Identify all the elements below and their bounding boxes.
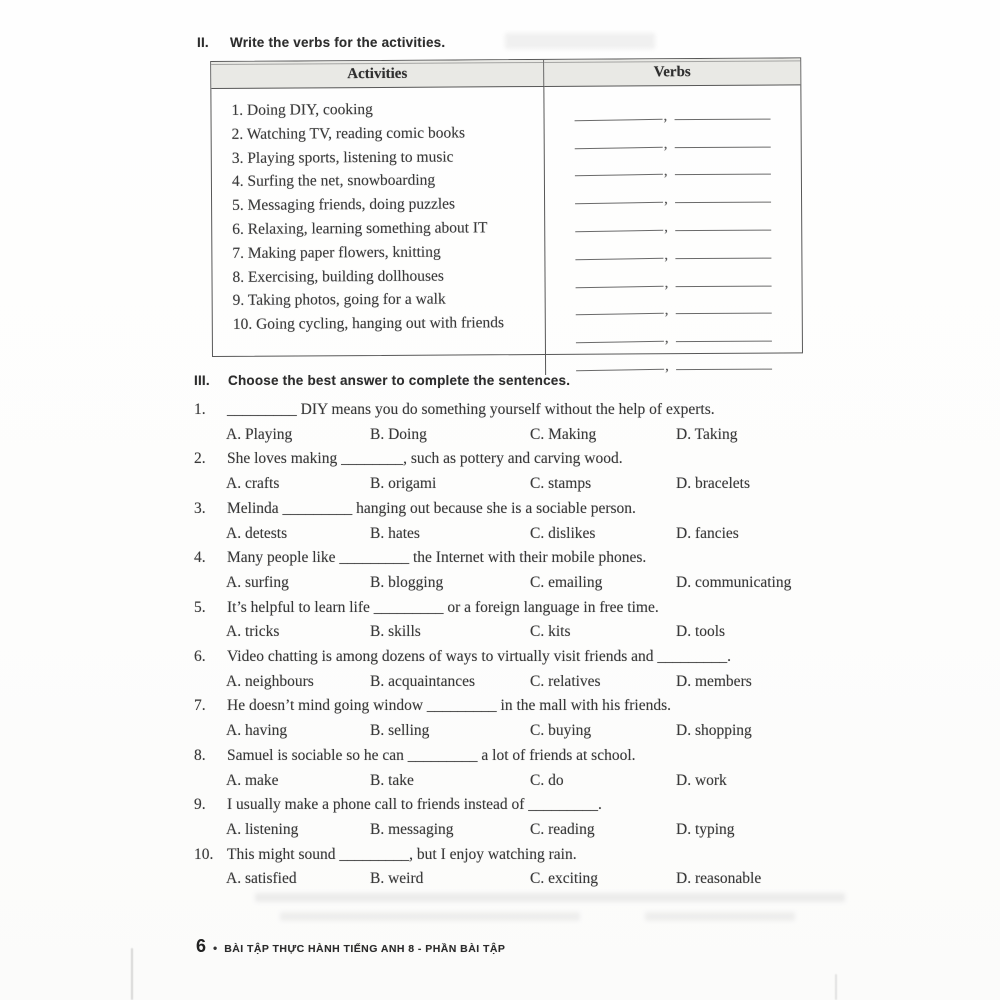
answer-option: D. bracelets (676, 475, 751, 493)
section-2-numeral: II. (197, 35, 209, 50)
answer-blank-line (576, 285, 664, 287)
answer-option: D. Taking (676, 425, 738, 443)
table-header-activities: Activities (211, 60, 544, 89)
answer-option: A. neighbours (226, 672, 314, 690)
question-options (194, 670, 846, 695)
activity-row: 9. Taking photos, going for a walk (232, 290, 446, 310)
answer-blank-line (675, 230, 771, 232)
answer-blank-line (675, 285, 771, 287)
verb-answer-row (546, 346, 802, 375)
answer-option: C. emailing (530, 573, 603, 591)
blank-separator-comma: , (663, 163, 668, 180)
answer-blank-line (675, 174, 771, 176)
verb-answer-row (545, 151, 801, 180)
answer-option: A. Playing (226, 425, 293, 443)
question-line (194, 398, 846, 423)
answer-option: B. Doing (370, 425, 427, 443)
question-options (194, 818, 846, 843)
scan-edge-line (131, 948, 133, 1000)
verb-answer-row (545, 234, 801, 263)
scan-edge-line (835, 974, 837, 1000)
blank-separator-comma: , (664, 274, 669, 291)
answer-option: B. acquaintances (370, 672, 476, 690)
answer-blank-line (575, 146, 663, 148)
blank-separator-comma: , (663, 108, 668, 125)
answer-option: A. having (226, 722, 288, 740)
answer-blank-line (575, 202, 663, 204)
page-number: 6 (196, 936, 207, 956)
answer-option: C. buying (530, 722, 592, 740)
activity-row: 3. Playing sports, listening to music (231, 148, 454, 167)
question-options (194, 522, 846, 547)
verb-answer-row (546, 318, 802, 347)
question-options (194, 719, 846, 744)
answer-option: A. tricks (226, 623, 280, 641)
section-3-instruction: Choose the best answer to complete the sentences. (228, 373, 571, 388)
question-text: Samuel is sociable so he can _________ a lot of friends at school. (227, 746, 636, 764)
question-text: I usually make a phone call to friends instead of _________. (227, 796, 602, 814)
question-line (194, 596, 846, 621)
verb-answer-row (545, 123, 801, 152)
question-options (194, 769, 846, 794)
question-block (194, 546, 846, 595)
answer-option: C. relatives (530, 672, 601, 690)
verb-answer-row (545, 179, 801, 208)
question-text: This might sound _________, but I enjoy watching rain. (227, 845, 577, 863)
answer-option: D. fancies (676, 524, 739, 542)
question-number: 3. (194, 499, 206, 517)
answer-blank-line (675, 202, 771, 204)
answer-option: C. exciting (530, 870, 599, 888)
question-number: 5. (194, 598, 206, 616)
question-line (194, 793, 846, 818)
question-number: 2. (194, 450, 206, 468)
blank-separator-comma: , (664, 219, 669, 236)
answer-option: B. origami (370, 475, 437, 493)
answer-option: C. reading (530, 820, 595, 838)
blank-separator-comma: , (664, 302, 669, 319)
answer-option: D. members (676, 672, 752, 690)
question-number: 4. (194, 549, 206, 567)
answer-option: C. dislikes (530, 524, 596, 542)
answer-blank-line (675, 313, 771, 315)
section-3-numeral: III. (194, 373, 210, 388)
answer-blank-line (676, 369, 772, 371)
verbs-column (544, 85, 802, 375)
answer-option: D. tools (676, 623, 726, 641)
blank-separator-comma: , (665, 358, 669, 375)
answer-option: B. hates (370, 524, 420, 542)
question-text: It’s helpful to learn life _________ or a foreign language in free time. (227, 598, 659, 616)
answer-option: A. make (226, 771, 279, 789)
question-line (194, 843, 846, 868)
activity-row: 7. Making paper flowers, knitting (232, 243, 441, 262)
answer-blank-line (575, 258, 663, 260)
question-block (194, 497, 846, 546)
answer-option: B. blogging (370, 573, 444, 591)
question-block (194, 645, 846, 694)
question-options (194, 620, 846, 645)
blank-separator-comma: , (663, 135, 668, 152)
verb-answer-row (545, 207, 801, 236)
section-2-heading (197, 35, 445, 50)
activity-row: 2. Watching TV, reading comic books (231, 124, 466, 143)
question-text: She loves making ________, such as pottery and carving wood. (227, 450, 623, 468)
answer-option: D. work (676, 771, 727, 789)
question-block (194, 596, 846, 645)
scan-artifact (505, 33, 655, 49)
activity-row: 10. Going cycling, hanging out with friends (232, 314, 505, 334)
question-line (194, 497, 846, 522)
question-line (194, 546, 846, 571)
answer-blank-line (576, 341, 664, 343)
question-options (194, 423, 846, 448)
answer-blank-line (575, 119, 663, 121)
answer-blank-line (676, 341, 772, 343)
activity-row: 5. Messaging friends, doing puzzles (232, 195, 456, 215)
answer-blank-line (674, 118, 770, 120)
answer-option: A. surfing (226, 573, 289, 591)
scan-artifact (645, 912, 795, 921)
scan-artifact (255, 893, 845, 902)
activity-row: 8. Exercising, building dollhouses (232, 267, 444, 286)
verb-answer-row (545, 262, 801, 291)
question-options (194, 472, 846, 497)
verb-answer-row (544, 95, 800, 124)
scan-artifact (280, 912, 580, 921)
answer-option: C. stamps (530, 475, 592, 493)
question-number: 1. (194, 401, 206, 418)
footer-bullet: • (213, 941, 218, 955)
question-line (194, 694, 846, 719)
multiple-choice-questions (194, 398, 846, 892)
answer-option: B. selling (370, 722, 430, 740)
section-2-instruction: Write the verbs for the activities. (230, 35, 446, 50)
blank-separator-comma: , (664, 330, 669, 347)
question-block (194, 447, 846, 496)
question-number: 10. (194, 845, 214, 863)
activities-column (211, 87, 546, 377)
activity-row: 1. Doing DIY, cooking (231, 101, 373, 119)
answer-option: A. satisfied (226, 870, 297, 888)
answer-option: B. take (370, 771, 414, 789)
question-number: 9. (194, 796, 206, 814)
question-options (194, 867, 846, 892)
answer-blank-line (674, 146, 770, 148)
question-line (194, 447, 846, 472)
answer-option: A. crafts (226, 475, 280, 493)
answer-option: D. communicating (676, 573, 792, 591)
question-text: Video chatting is among dozens of ways to virtually visit friends and _________. (227, 648, 732, 666)
question-text: _________ DIY means you do something yourself without the help of experts. (227, 401, 715, 418)
question-text: Melinda _________ hanging out because she is a sociable person. (227, 499, 636, 517)
answer-option: A. detests (226, 524, 288, 542)
blank-separator-comma: , (663, 191, 668, 208)
answer-option: C. do (530, 771, 564, 789)
question-number: 8. (194, 746, 206, 764)
activity-row: 4. Surfing the net, snowboarding (231, 172, 436, 191)
page-footer (196, 936, 505, 957)
question-text: He doesn’t mind going window _________ in the mall with his friends. (227, 697, 672, 715)
book-title: BÀI TẬP THỰC HÀNH TIẾNG ANH 8 - PHẦN BÀI TẬP (224, 943, 506, 955)
question-number: 6. (194, 648, 206, 666)
question-line (194, 645, 846, 670)
answer-option: C. Making (530, 425, 597, 443)
question-number: 7. (194, 697, 206, 715)
answer-option: D. reasonable (676, 870, 762, 888)
answer-option: B. skills (370, 623, 421, 641)
question-block (194, 793, 846, 842)
answer-option: C. kits (530, 623, 571, 641)
answer-option: B. messaging (370, 820, 454, 838)
question-block (194, 744, 846, 793)
verb-answer-row (546, 290, 802, 319)
question-block (194, 843, 846, 892)
question-block (194, 694, 846, 743)
answer-option: A. listening (226, 820, 299, 838)
answer-option: D. shopping (676, 722, 752, 740)
answer-blank-line (575, 174, 663, 176)
question-options (194, 571, 846, 596)
answer-blank-line (576, 313, 664, 315)
question-text: Many people like _________ the Internet with their mobile phones. (227, 549, 647, 567)
table-header-verbs: Verbs (544, 58, 800, 87)
activity-row: 6. Relaxing, learning something about IT (232, 219, 488, 238)
answer-blank-line (675, 257, 771, 259)
blank-separator-comma: , (664, 246, 669, 264)
answer-blank-line (576, 369, 664, 371)
answer-option: B. weird (370, 870, 424, 888)
section-3-heading (194, 373, 570, 388)
answer-option: D. typing (676, 820, 735, 838)
activities-verbs-table (210, 57, 803, 375)
question-block (194, 398, 846, 447)
question-line (194, 744, 846, 769)
answer-blank-line (575, 230, 663, 232)
